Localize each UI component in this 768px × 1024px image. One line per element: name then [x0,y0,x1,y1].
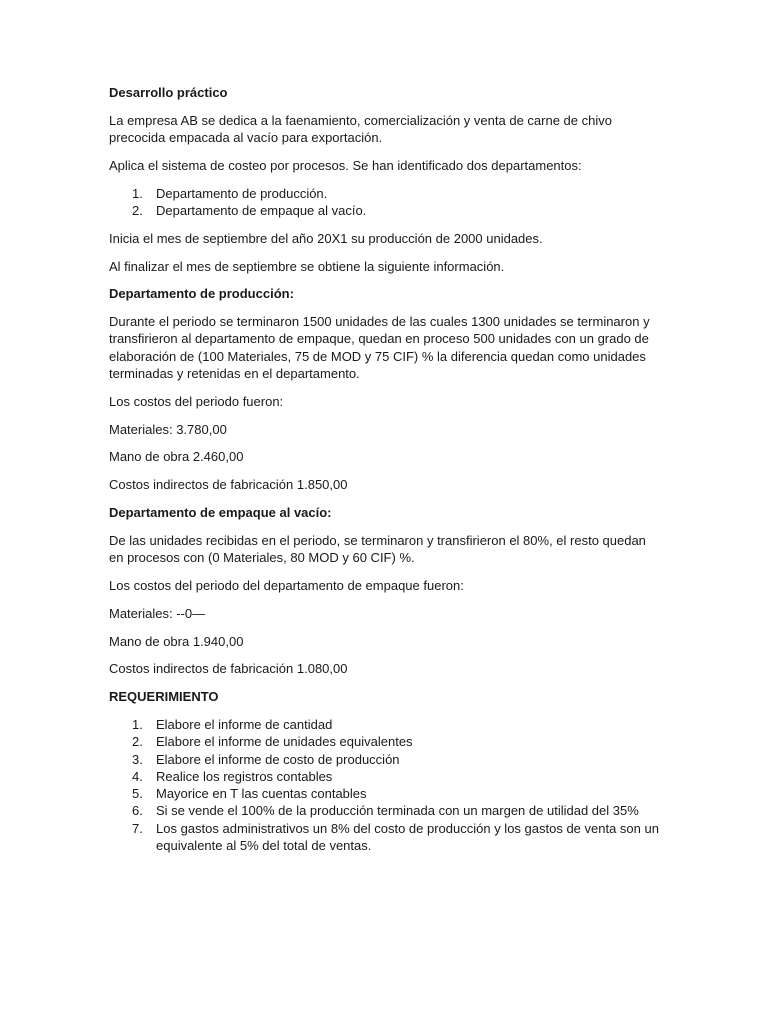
list-item-label: Elabore el informe de costo de producción [156,751,400,767]
list-item [109,802,659,819]
list-number: 7. [132,820,143,836]
list-item [109,716,659,733]
list-item [109,733,659,750]
list-item-label: Los gastos administrativos un 8% del costo de producción y los gastos de venta son un equivalente al 5% del total de ventas. [156,820,659,853]
list-item-label: Departamento de empaque al vacío. [156,202,367,218]
list-item-label: Si se vende el 100% de la producción terminada con un margen de utilidad del 35% [156,803,639,819]
list-number: 4. [132,768,143,784]
list-number: 2. [132,202,143,218]
production-materials: Materiales: 3.780,00 [109,421,227,437]
production-labor: Mano de obra 2.460,00 [109,449,244,465]
list-item-label: Elabore el informe de cantidad [156,716,333,732]
list-number: 5. [132,786,143,802]
packaging-materials: Materiales: --0— [109,605,206,621]
packaging-description: De las unidades recibidas en el periodo, se terminaron y transfirieron el 80%, el resto quedan en procesos con (0 Materiales, 80 MOD y 60 CIF) %. [109,532,646,566]
packaging-labor: Mano de obra 1.940,00 [109,633,244,649]
method-paragraph: Aplica el sistema de costeo por procesos. Se han identificado dos departamentos: [109,157,582,173]
list-item [109,185,659,202]
production-costs-intro: Los costos del periodo fueron: [109,393,284,409]
list-item [109,202,659,219]
packaging-overhead: Costos indirectos de fabricación 1.080,00 [109,661,348,677]
production-overhead: Costos indirectos de fabricación 1.850,00 [109,477,348,493]
start-paragraph: Inicia el mes de septiembre del año 20X1 su producción de 2000 unidades. [109,230,543,246]
requirement-heading: REQUERIMIENTO [109,689,219,705]
list-item-label: Elabore el informe de unidades equivalentes [156,734,413,750]
list-item [109,751,659,768]
requirement-list [109,716,659,854]
production-heading: Departamento de producción: [109,286,294,302]
list-number: 2. [132,734,143,750]
list-number: 3. [132,751,143,767]
list-item [109,820,659,855]
list-number: 6. [132,803,143,819]
departments-list [109,185,659,220]
production-description: Durante el periodo se terminaron 1500 unidades de las cuales 1300 unidades se terminaron y transfirieron al departamento de empaque, quedan en proceso 500 unidades con un grado de elaboración de (100 Materiales, 75 de MOD y 75 CIF) % la diferencia quedan como unidades terminadas y retenidas en el departamento. [109,314,650,382]
list-number: 1. [132,716,143,732]
intro-paragraph: La empresa AB se dedica a la faenamiento, comercialización y venta de carne de chivo precocida empacada al vacío para exportación. [109,112,612,146]
packaging-heading: Departamento de empaque al vacío: [109,505,332,521]
list-item-label: Departamento de producción. [156,185,328,201]
list-number: 1. [132,185,143,201]
list-item [109,768,659,785]
document-page [109,84,659,865]
list-item [109,785,659,802]
document-title: Desarrollo práctico [109,85,228,100]
end-paragraph: Al finalizar el mes de septiembre se obtiene la siguiente información. [109,258,505,274]
list-item-label: Mayorice en T las cuentas contables [156,786,367,802]
packaging-costs-intro: Los costos del periodo del departamento de empaque fueron: [109,577,464,593]
list-item-label: Realice los registros contables [156,768,333,784]
